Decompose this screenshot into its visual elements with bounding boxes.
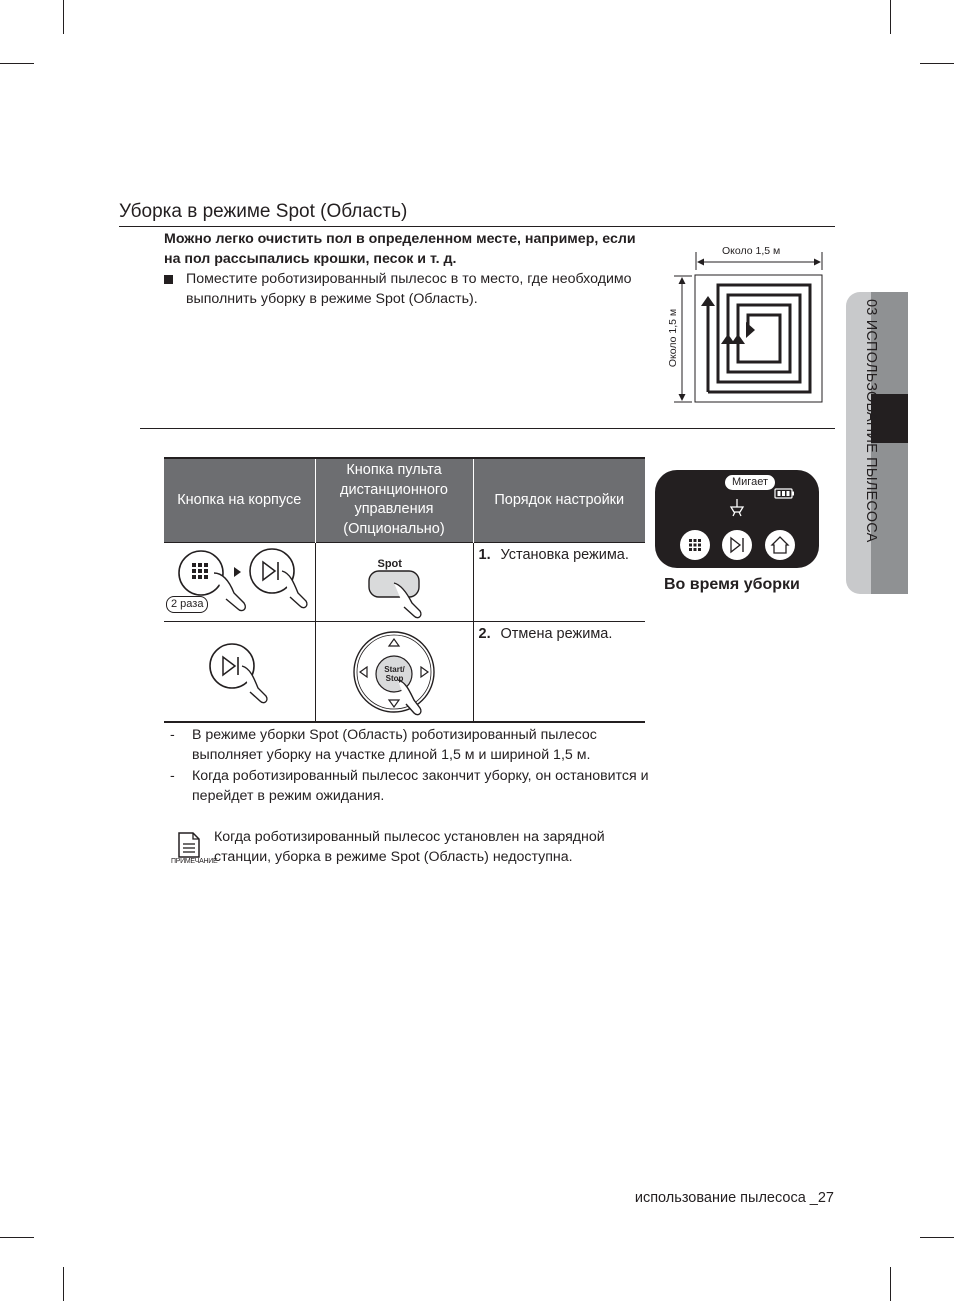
note-document-icon <box>177 832 201 858</box>
crop-mark <box>920 63 954 64</box>
settings-table <box>164 457 645 723</box>
spot-area-diagram <box>660 242 830 404</box>
setup-order-cell <box>473 621 645 722</box>
page-footer: использование пылесоса _27 <box>634 1190 834 1206</box>
panel-caption: Во время уборки <box>664 576 800 593</box>
section-divider <box>140 428 835 429</box>
body-button-cell <box>164 542 315 621</box>
spot-key-label: Spot <box>377 557 402 570</box>
blink-indicator-label: Мигает <box>724 474 776 491</box>
crop-mark <box>890 1267 891 1301</box>
list-item: - В режиме уборки Spot (Область) роботизированный пылесос выполняет уборку на участке длиной 1,5 м и шириной 1,5 м. <box>164 726 654 765</box>
crop-mark <box>0 63 34 64</box>
note-caption: ПРИМЕЧАНИЕ <box>171 858 218 865</box>
crop-mark <box>63 1267 64 1301</box>
header-remote-button: Кнопка пульта дистанционного управления (Опционально) <box>315 458 473 542</box>
height-dimension-label: Около 1,5 м <box>667 308 679 368</box>
step-number: 2. <box>478 625 491 642</box>
step-number: 1. <box>478 546 491 563</box>
side-tab-label: 03 ИСПОЛЬЗОВАНИЕ ПЫЛЕСОСА <box>863 299 879 543</box>
section-title: Уборка в режиме Spot (Область) <box>119 201 408 222</box>
width-dimension-label: Около 1,5 м <box>722 245 781 257</box>
body-button-cell <box>164 621 315 722</box>
crop-mark <box>890 0 891 34</box>
remote-button-cell <box>315 621 473 722</box>
start-stop-button-press-icon <box>164 622 315 723</box>
spot-remote-button-icon <box>316 543 474 622</box>
crop-mark <box>0 1237 34 1238</box>
table-row <box>164 542 645 621</box>
step-text: Отмена режима. <box>500 625 613 642</box>
title-divider <box>119 226 835 227</box>
step-text: Установка режима. <box>500 546 629 563</box>
instruction-text: Поместите роботизированный пылесос в то место, где необходимо выполнить уборку в режиме Spot (Область). <box>186 271 632 307</box>
notes-list <box>164 726 654 808</box>
setup-step <box>474 622 646 645</box>
instruction-bullet <box>164 270 634 309</box>
header-body-button: Кнопка на корпусе <box>164 458 315 542</box>
remote-button-cell <box>315 542 473 621</box>
table-header-row <box>164 458 645 542</box>
setup-step <box>474 543 646 566</box>
crop-mark <box>920 1237 954 1238</box>
press-count-badge: 2 раза <box>166 596 208 613</box>
table-row <box>164 621 645 722</box>
note-text: Когда роботизированный пылесос закончит уборку, он остановится и перейдет в режим ожидания. <box>192 768 649 804</box>
note-body: Когда роботизированный пылесос установлен на зарядной станции, уборка в режиме Spot (Область) недоступна. <box>214 829 605 865</box>
note-text: В режиме уборки Spot (Область) роботизированный пылесос выполняет уборку на участке длиной 1,5 м и шириной 1,5 м. <box>192 727 597 763</box>
square-bullet-icon <box>164 275 173 284</box>
start-stop-key-label: Start/ Stop <box>384 664 405 683</box>
list-item: - Когда роботизированный пылесос закончит уборку, он остановится и перейдет в режим ожидания. <box>164 767 654 806</box>
crop-mark <box>63 0 64 34</box>
intro-text: Можно легко очистить пол в определенном месте, например, если на пол рассыпались крошки, песок и т. д. <box>164 231 636 267</box>
setup-order-cell <box>473 542 645 621</box>
note-block <box>164 828 654 870</box>
header-setup-order: Порядок настройки <box>473 458 645 542</box>
